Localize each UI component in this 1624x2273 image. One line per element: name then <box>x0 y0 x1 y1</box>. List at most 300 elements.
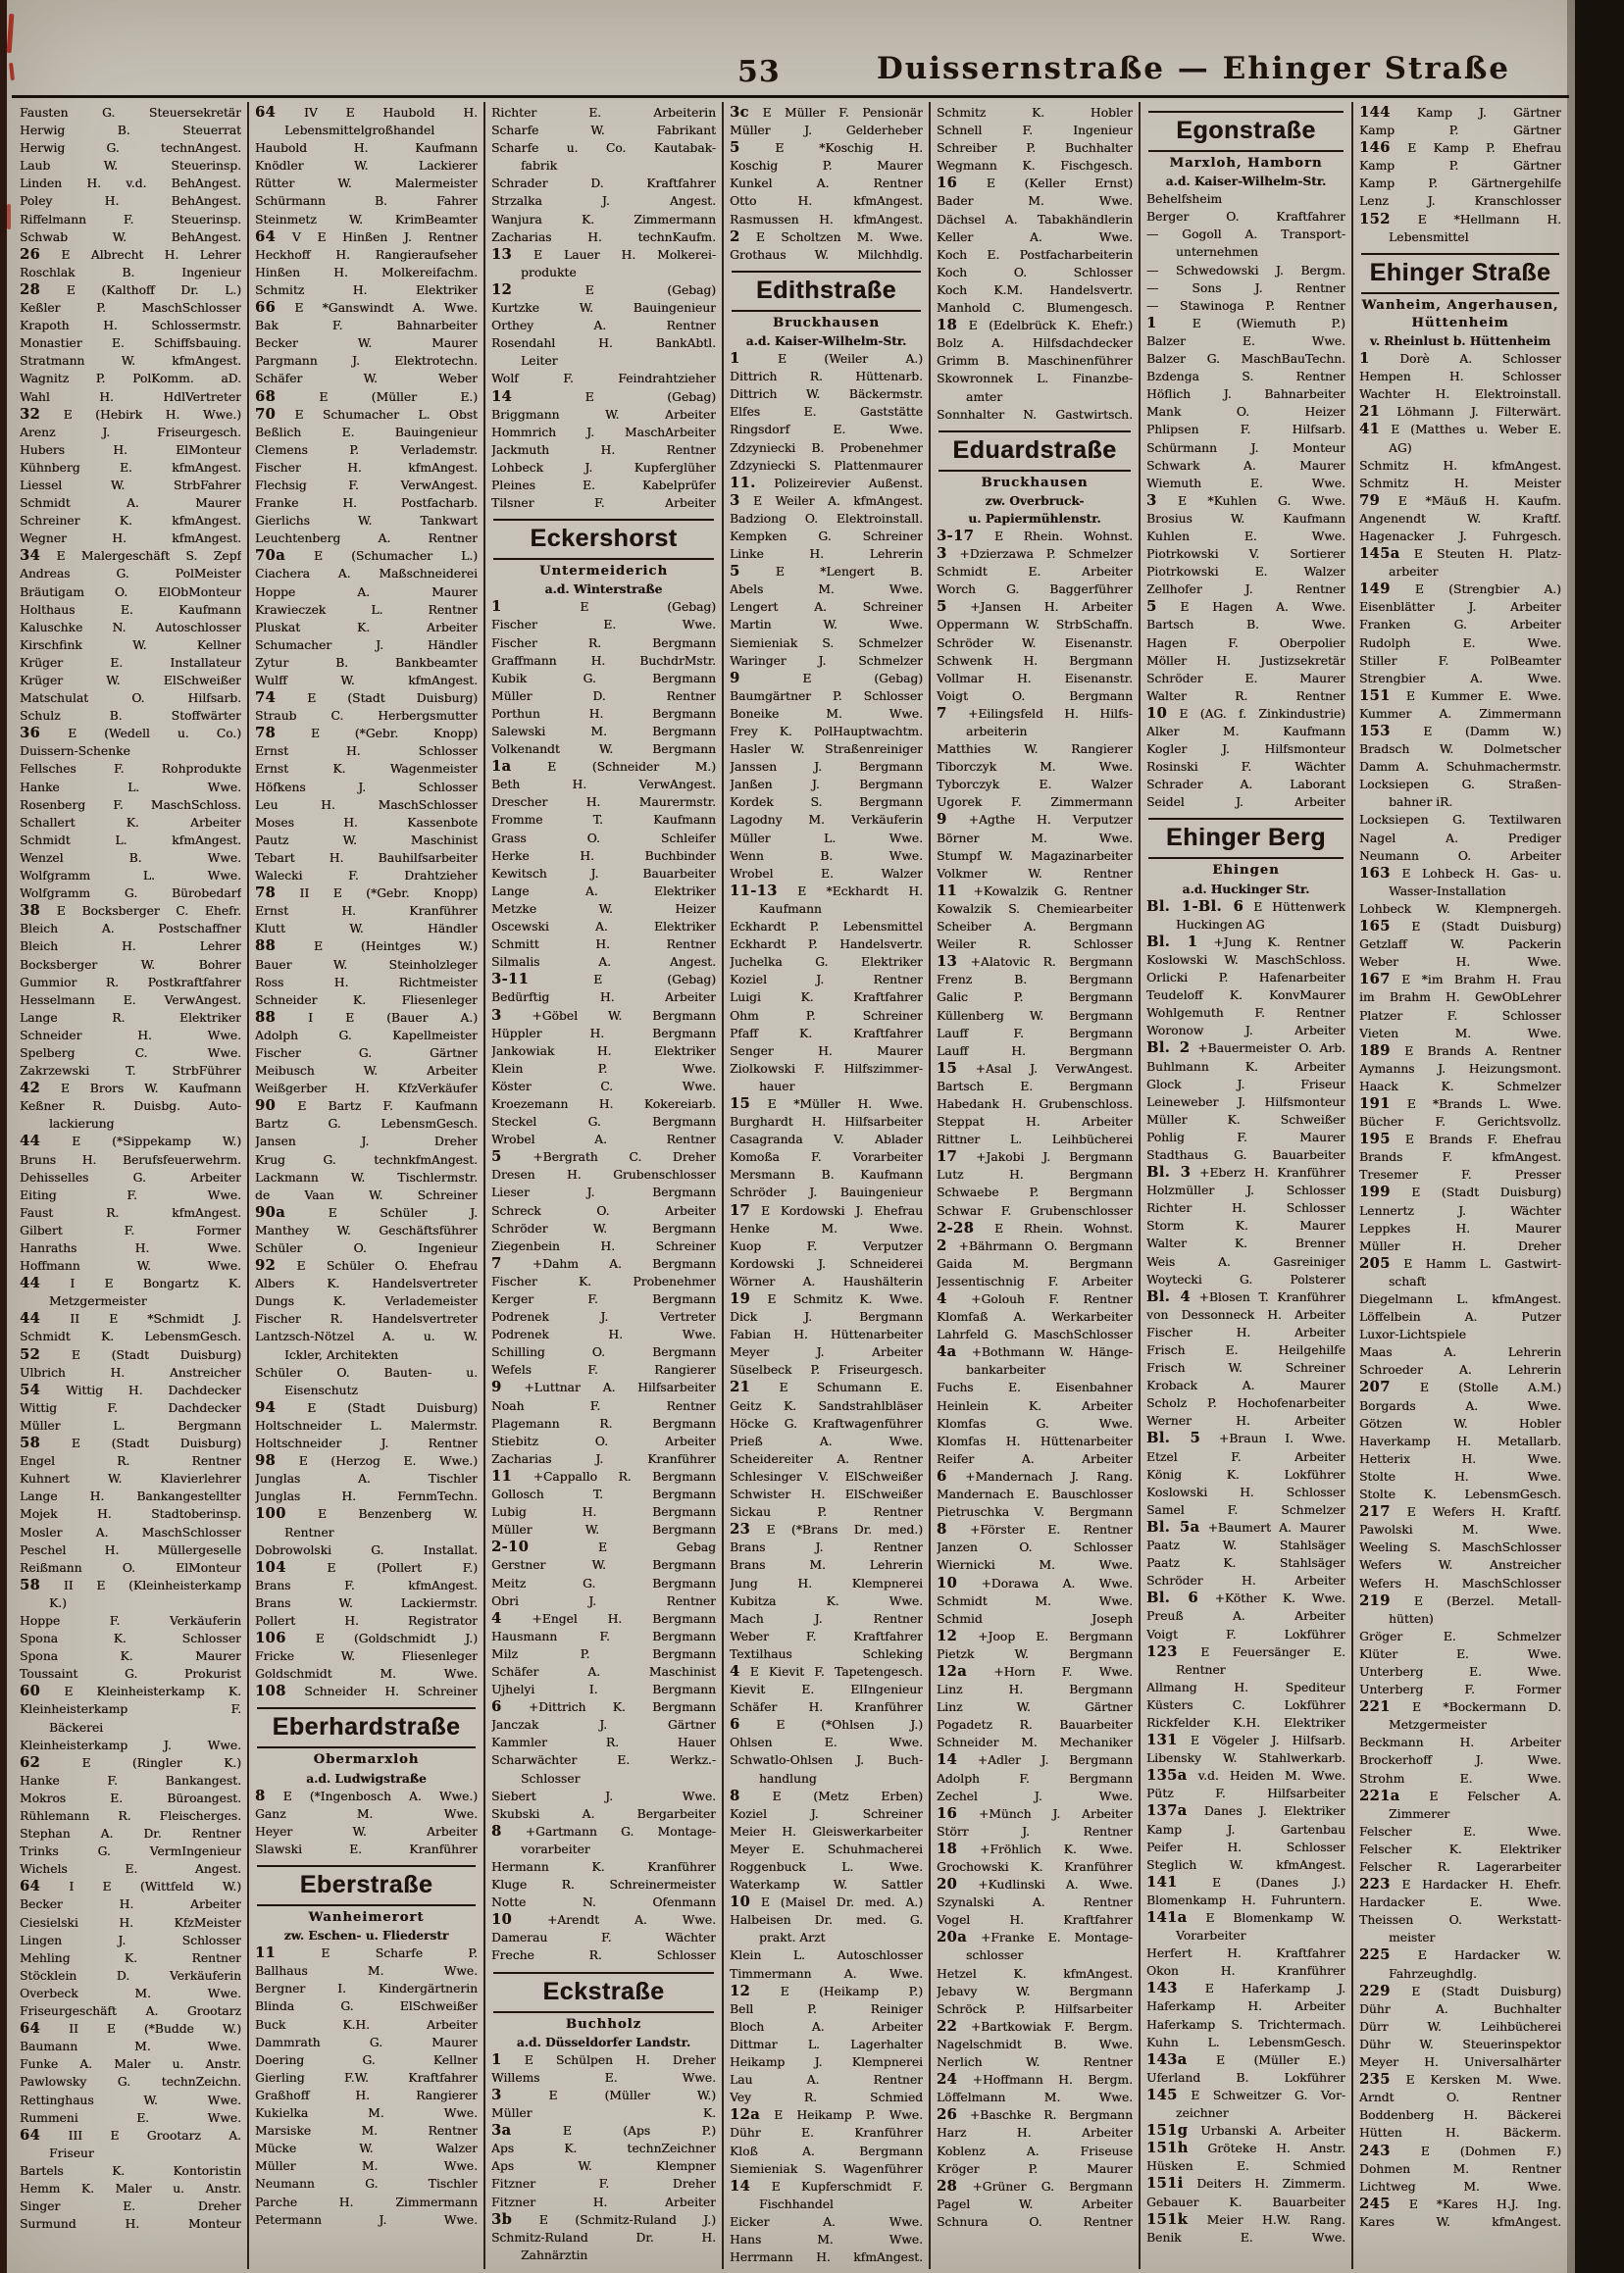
directory-entry: Rosenberg F. MaschSchloss. <box>20 797 241 812</box>
directory-entry: 20 +Kudlinski A. Wwe. <box>937 1876 1133 1894</box>
house-number: 12 <box>730 1982 751 1999</box>
house-number: 79 <box>1359 491 1381 509</box>
directory-entry: Dresen H. Grubenschlosser <box>491 1168 716 1183</box>
directory-entry: Stolte H. Wwe. <box>1359 1469 1561 1484</box>
directory-entry: Börner M. Wwe. <box>937 831 1133 845</box>
directory-entry: — Sons J. Rentner <box>1146 280 1345 295</box>
district-line: Wanheim, Angerhausen, <box>1361 297 1559 313</box>
directory-entry: Klein L. Autoschlosser <box>730 1948 923 1963</box>
directory-entry: Meyer J. Arbeiter <box>730 1345 923 1360</box>
house-number: 137a <box>1146 1802 1188 1820</box>
directory-entry: 44 I E Bongartz K. <box>20 1275 241 1292</box>
directory-column-4 <box>722 102 929 2269</box>
directory-entry: Süselbeck P. Friseurgesch. <box>730 1363 923 1378</box>
directory-entry: Schwark A. Maurer <box>1146 458 1345 473</box>
directory-entry: Paatz W. Stahlsäger <box>1146 1539 1345 1553</box>
directory-entry: Beth H. VerwAngest. <box>491 778 716 792</box>
house-number: 1a <box>491 758 512 776</box>
directory-entry: Rütter W. Malermeister <box>255 177 478 191</box>
directory-entry: Ganz M. Wwe. <box>255 1806 478 1821</box>
directory-entry: Beßlich E. Bauingenieur <box>255 425 478 439</box>
directory-entry: Hans M. Wwe. <box>730 2232 923 2247</box>
street-name: Eckershorst <box>530 525 678 553</box>
house-number: 70a <box>255 547 285 565</box>
directory-entry: Woronow J. Arbeiter <box>1146 1024 1345 1038</box>
directory-entry: 2 +Bährmann O. Bergmann <box>937 1237 1133 1254</box>
directory-entry: Holtschneider L. Malermstr. <box>255 1418 478 1433</box>
directory-entry: Straub C. Herbergsmutter <box>255 709 478 724</box>
directory-entry: 26 E Albrecht H. Lehrer <box>20 245 241 263</box>
directory-entry: Klüter E. Wwe. <box>1359 1646 1561 1661</box>
directory-entry: Gierlichs W. Tankwart <box>255 514 478 529</box>
directory-entry: Otto H. kfmAngest. <box>730 194 923 209</box>
house-number: 146 <box>1359 139 1391 157</box>
directory-entry: Fischer R. Handelsvertreter <box>255 1312 478 1327</box>
directory-entry: Müller M. Wwe. <box>255 2159 478 2174</box>
directory-entry: Oppermann W. StrbSchaffn. <box>937 618 1133 632</box>
directory-entry: Kroback A. Maurer <box>1146 1379 1345 1393</box>
directory-entry: 23 E (*Brans Dr. med.) <box>730 1521 923 1539</box>
directory-entry: Ernst H. Kranführer <box>255 904 478 919</box>
directory-entry: 10 +Arendt A. Wwe. <box>491 1911 716 1929</box>
house-number: 223 <box>1359 1876 1391 1894</box>
directory-entry: Schmitt H. Rentner <box>491 937 716 952</box>
house-number: 26 <box>937 2106 958 2124</box>
directory-entry: Krug G. technkfmAngest. <box>255 1152 478 1167</box>
directory-entry: — Schwedowski J. Bergm. <box>1146 263 1345 278</box>
house-number: 44 <box>20 1133 41 1150</box>
directory-entry: Leuchtenberg A. Rentner <box>255 531 478 546</box>
house-number: 20 <box>937 1876 958 1894</box>
directory-entry: Hagenacker J. Fuhrgesch. <box>1359 529 1561 543</box>
directory-entry: Kleinheisterkamp J. Wwe. <box>20 1738 241 1752</box>
directory-entry: 19 E Schmitz K. Wwe. <box>730 1290 923 1307</box>
directory-entry: Burghardt H. Hilfsarbeiter <box>730 1115 923 1130</box>
district-line: Bruckhausen <box>981 475 1089 490</box>
directory-entry: Leineweber J. Hilfsmonteur <box>1146 1094 1345 1109</box>
house-number: 14 <box>730 2177 751 2195</box>
directory-entry: Küsters C. Lokführer <box>1146 1697 1345 1712</box>
directory-entry: Albers K. Handelsvertreter <box>255 1277 478 1291</box>
directory-entry: Damm A. Schuhmachermstr. <box>1359 760 1561 775</box>
directory-entry: Luigi K. Kraftfahrer <box>730 990 923 1005</box>
directory-entry: Siebert J. Wwe. <box>491 1789 716 1803</box>
house-number: 5 <box>730 139 740 157</box>
directory-entry: 9 +Agthe H. Verputzer <box>937 811 1133 829</box>
directory-entry: 1 Dorè A. Schlosser <box>1359 350 1561 368</box>
directory-entry: Fischer E. Wwe. <box>491 618 716 632</box>
directory-entry: 219 E (Berzel. Metall- <box>1359 1591 1561 1609</box>
directory-entry: 14 +Adler J. Bergmann <box>937 1751 1133 1769</box>
house-number: 4a <box>937 1343 957 1361</box>
house-number: 42 <box>20 1080 41 1097</box>
entry-continuation: fabrik <box>521 159 558 174</box>
entry-continuation: Zahnärztin <box>521 2248 588 2262</box>
directory-entry: Rasmussen H. kfmAngest. <box>730 212 923 227</box>
directory-entry: Trinks G. VermIngenieur <box>20 1844 241 1859</box>
directory-entry: Lengert A. Schreiner <box>730 600 923 615</box>
directory-entry: Meier H. Gleiswerkarbeiter <box>730 1824 923 1839</box>
directory-entry: Tyborczyk E. Walzer <box>937 778 1133 792</box>
directory-entry: 191 E *Brands L. Wwe. <box>1359 1094 1561 1112</box>
directory-entry: Bartsch E. Bergmann <box>937 1079 1133 1093</box>
directory-entry: Haverkamp H. Metallarb. <box>1359 1434 1561 1448</box>
directory-entry: 64 III E Grootarz A. <box>20 2126 241 2144</box>
district-line: Buchholz <box>565 2016 642 2032</box>
directory-entry: 12 E (Gebag) <box>491 280 716 298</box>
house-number: 88 <box>255 937 277 955</box>
directory-entry: 217 E Wefers H. Kraftf. <box>1359 1503 1561 1521</box>
house-number: 3 <box>491 1006 502 1024</box>
entry-continuation: Fahrzeughdlg. <box>1389 1966 1477 1981</box>
directory-entry: Pawolski M. Wwe. <box>1359 1523 1561 1538</box>
directory-entry: Zdzyniecki B. Probenehmer <box>730 440 923 455</box>
directory-entry: 21 Löhmann J. Filterwärt. <box>1359 403 1561 421</box>
directory-entry: Brans M. Lehrerin <box>730 1558 923 1573</box>
house-number: 52 <box>20 1345 41 1363</box>
directory-entry: Senger H. Maurer <box>730 1043 923 1058</box>
directory-entry: Lenz J. Kranschlosser <box>1359 194 1561 209</box>
street-name: Edithstraße <box>755 276 897 304</box>
directory-entry: Pautz W. Maschinist <box>255 833 478 847</box>
house-number: 94 <box>255 1398 277 1416</box>
directory-entry: Lau A. Rentner <box>730 2073 923 2088</box>
directory-entry: Haack K. Schmelzer <box>1359 1079 1561 1093</box>
directory-entry: Wahl H. HdlVertreter <box>20 389 241 404</box>
directory-entry: Pawlowsky G. technZeichn. <box>20 2075 241 2090</box>
street-header <box>939 430 1131 472</box>
directory-entry: 1 E Schülpen H. Dreher <box>491 2050 716 2068</box>
directory-entry: Meyer H. Universalhärter <box>1359 2055 1561 2070</box>
house-number: 64 <box>20 2126 41 2144</box>
directory-entry: 235 E Kersken M. Wwe. <box>1359 2071 1561 2089</box>
directory-entry: Holthaus E. Kaufmann <box>20 602 241 617</box>
house-number: Bl. 6 <box>1146 1590 1198 1607</box>
directory-entry: 195 E Brands F. Ehefrau <box>1359 1131 1561 1148</box>
house-number: 165 <box>1359 918 1391 935</box>
directory-entry: Metzke W. Heizer <box>491 901 716 916</box>
directory-entry: Riffelmann F. Steuerinsp. <box>20 212 241 227</box>
directory-entry: Leu H. MaschSchlosser <box>255 797 478 812</box>
house-number: 3 <box>491 2086 502 2103</box>
directory-entry: Pogadetz R. Bauarbeiter <box>937 1718 1133 1733</box>
location-line: zw. Eschen- u. Fliederstr <box>283 1929 449 1944</box>
house-number: Bl. 5 <box>1146 1430 1201 1447</box>
house-number: 6 <box>491 1698 502 1716</box>
directory-entry: Unterberg F. Former <box>1359 1683 1561 1697</box>
house-number: 6 <box>730 1716 740 1734</box>
house-number: 153 <box>1359 723 1391 739</box>
directory-entry: Stöcklein D. Verkäuferin <box>20 1968 241 1983</box>
directory-entry: Becker H. Arbeiter <box>20 1897 241 1912</box>
directory-column-5 <box>929 102 1139 2269</box>
directory-entry: Beckmann H. Arbeiter <box>1359 1736 1561 1750</box>
directory-entry: Kröger P. Maurer <box>937 2161 1133 2176</box>
directory-entry: Juchelka G. Elektriker <box>730 955 923 970</box>
house-number: 221 <box>1359 1698 1391 1716</box>
directory-entry: Müller K. Schweißer <box>1146 1112 1345 1127</box>
location-line: a.d. Düsseldorfer Landstr. <box>516 2035 691 2049</box>
directory-entry: 5 E *Koschig H. <box>730 139 923 157</box>
directory-entry: Bl. 5a +Baumert A. Maurer <box>1146 1518 1345 1536</box>
directory-entry: 26 +Baschke R. Bergmann <box>937 2106 1133 2124</box>
directory-entry: Schürmann B. Fahrer <box>255 194 478 209</box>
directory-entry: Küllenberg W. Bergmann <box>937 1008 1133 1023</box>
directory-entry: Dittmar L. Lagerhalter <box>730 2037 923 2051</box>
house-number: 90a <box>255 1203 285 1221</box>
entry-continuation: unternehmen <box>1176 245 1258 260</box>
directory-entry: Knödler W. Lackierer <box>255 159 478 174</box>
directory-entry: Borgards A. Wwe. <box>1359 1398 1561 1413</box>
directory-column-1 <box>14 102 247 2269</box>
directory-entry: Schüler O. Bauten- u. <box>255 1365 478 1380</box>
directory-entry: Koch E. Postfacharbeiterin <box>937 247 1133 262</box>
directory-entry: Tresemer F. Presser <box>1359 1168 1561 1183</box>
directory-entry: 151k Meier H.W. Rang. <box>1146 2210 1345 2228</box>
directory-entry: Zechel J. Wwe. <box>937 1789 1133 1803</box>
house-number: 3c <box>730 104 749 121</box>
directory-entry: Schneider H. Wwe. <box>20 1028 241 1042</box>
directory-entry: Parche H. Zimmermann <box>255 2195 478 2209</box>
directory-entry: Salewski M. Bergmann <box>491 725 716 738</box>
directory-entry: Wolf F. Feindrahtzieher <box>491 372 716 386</box>
directory-entry: Kloß A. Bergmann <box>730 2144 923 2158</box>
directory-entry: Bruns H. Berufsfeuerwehrm. <box>20 1152 241 1167</box>
house-number: 14 <box>491 387 513 405</box>
directory-entry: Spelberg C. Wwe. <box>20 1045 241 1060</box>
directory-entry: Worch G. Baggerführer <box>937 582 1133 597</box>
directory-entry: 94 E (Stadt Duisburg) <box>255 1398 478 1416</box>
directory-entry: Paatz K. Stahlsäger <box>1146 1556 1345 1571</box>
location-line: a.d. Kaiser-Wilhelm-Str. <box>1165 175 1327 189</box>
directory-entry: 5 E *Lengert B. <box>730 563 923 581</box>
directory-entry: 145 E Schweitzer G. Vor- <box>1146 2086 1345 2103</box>
directory-entry: 52 E (Stadt Duisburg) <box>20 1345 241 1363</box>
directory-entry: Peifer H. Schlosser <box>1146 1840 1345 1854</box>
directory-entry: Strohm E. Wwe. <box>1359 1771 1561 1786</box>
entry-continuation: Lebensmittelgroßhandel <box>284 124 435 138</box>
directory-entry: Jackmuth H. Rentner <box>491 442 716 457</box>
house-number: 3a <box>491 2122 512 2140</box>
directory-entry: 15 +Asal J. VerwAngest. <box>937 1059 1133 1077</box>
directory-entry: Janzen O. Schlosser <box>937 1541 1133 1555</box>
house-number: 32 <box>20 405 41 423</box>
directory-entry: Mokros E. Büroangest. <box>20 1791 241 1805</box>
directory-entry: Hermann K. Kranführer <box>491 1860 716 1874</box>
directory-entry: Sonnhalter N. Gastwirtsch. <box>937 407 1133 422</box>
directory-entry: Lutz H. Bergmann <box>937 1168 1133 1183</box>
directory-entry: Schwatlo-Ohlsen J. Buch- <box>730 1753 923 1768</box>
directory-entry: 11 E Scharfe P. <box>255 1945 478 1962</box>
directory-entry: Höcke G. Kraftwagenführer <box>730 1416 923 1431</box>
house-number: 74 <box>255 689 277 707</box>
directory-entry: Bartz G. LebensmGesch. <box>255 1117 478 1132</box>
directory-entry: Schmidt A. Maurer <box>20 496 241 511</box>
directory-entry: 3c E Müller F. Pensionär <box>730 104 923 121</box>
directory-entry: Hanraths H. Wwe. <box>20 1241 241 1255</box>
house-number: 58 <box>20 1576 41 1593</box>
directory-entry: Baumann M. Wwe. <box>20 2040 241 2054</box>
directory-entry: Hommrich J. MaschArbeiter <box>491 425 716 439</box>
entry-continuation: Ickler, Architekten <box>284 1347 399 1362</box>
directory-entry: 66 E *Ganswindt A. Wwe. <box>255 299 478 317</box>
house-number: 2 <box>937 1237 947 1254</box>
directory-entry: 153 E (Damm W.) <box>1359 723 1561 739</box>
directory-entry: Koblenz A. Friseuse <box>937 2144 1133 2158</box>
directory-entry: Ernst H. Schlosser <box>255 744 478 759</box>
directory-entry: 1 E (Gebag) <box>491 598 716 616</box>
directory-entry: 7 +Dahm A. Bergmann <box>491 1254 716 1272</box>
directory-entry: Götzen W. Hobler <box>1359 1416 1561 1431</box>
directory-entry: Brans F. kfmAngest. <box>255 1578 478 1592</box>
directory-entry: Schmidt M. Wwe. <box>937 1593 1133 1608</box>
directory-entry: Wrobel A. Rentner <box>491 1133 716 1147</box>
house-number: 15 <box>937 1059 958 1077</box>
directory-entry: Pohlig F. Maurer <box>1146 1130 1345 1144</box>
directory-entry: Podrenek H. Wwe. <box>491 1328 716 1342</box>
directory-entry: 1 E (Weiler A.) <box>730 350 923 368</box>
house-number: 1 <box>491 2050 502 2068</box>
directory-entry: Krawieczek L. Rentner <box>255 602 478 617</box>
directory-entry: Bleich A. Postschaffner <box>20 922 241 936</box>
directory-entry: Kamp P. Gärtnergehilfe <box>1359 177 1561 191</box>
directory-entry: 78 E (*Gebr. Knopp) <box>255 725 478 742</box>
house-number: 243 <box>1359 2142 1391 2159</box>
directory-entry: Eckhardt P. Lebensmittel <box>730 920 923 934</box>
directory-entry: Lange A. Elektriker <box>491 884 716 898</box>
directory-entry: Bl. 4 +Blosen T. Kranführer <box>1146 1288 1345 1305</box>
directory-entry: Fellsches F. Rohprodukte <box>20 762 241 777</box>
directory-entry: Mank O. Heizer <box>1146 405 1345 420</box>
directory-entry: Kukielka M. Wwe. <box>255 2106 478 2121</box>
house-number: 58 <box>20 1435 41 1452</box>
entry-continuation: arbeiterin <box>966 725 1028 738</box>
directory-entry: Maas A. Lehrerin <box>1359 1345 1561 1360</box>
directory-entry: Libensky W. Stahlwerkarb. <box>1146 1751 1345 1766</box>
directory-entry: Flechsig F. VerwAngest. <box>255 478 478 492</box>
directory-entry: 90a E Schüler J. <box>255 1203 478 1221</box>
location-line: a.d. Winterstraße <box>544 582 663 597</box>
house-number: 12a <box>730 2106 760 2124</box>
directory-entry: Aps K. technZeichner <box>491 2142 716 2156</box>
directory-entry: Schwab W. BehAngest. <box>20 229 241 244</box>
directory-entry: Stolte K. LebensmGesch. <box>1359 1488 1561 1502</box>
directory-entry: Franke H. Postfacharb. <box>255 496 478 511</box>
directory-entry: Wanjura K. Zimmermann <box>491 212 716 227</box>
directory-entry: Stumpf W. Magazinarbeiter <box>937 848 1133 863</box>
directory-entry: 34 E Malergeschäft S. Zepf <box>20 547 241 565</box>
directory-entry: 163 E Lohbeck H. Gas- u. <box>1359 864 1561 882</box>
house-number: 4 <box>491 1609 502 1627</box>
directory-entry: Schallert K. Arbeiter <box>20 815 241 830</box>
directory-entry: Scholz P. Hochofenarbeiter <box>1146 1396 1345 1411</box>
house-number: 2 <box>730 227 740 245</box>
house-number: 199 <box>1359 1184 1391 1201</box>
house-number: 151i <box>1146 2175 1184 2193</box>
house-number: 10 <box>937 1574 958 1591</box>
directory-entry: Noah F. Rentner <box>491 1398 716 1413</box>
house-number: 10 <box>730 1894 751 1911</box>
directory-entry: Schreck O. Arbeiter <box>491 1203 716 1218</box>
directory-entry: 205 E Hamm L. Gastwirt- <box>1359 1254 1561 1272</box>
directory-entry: Haferkamp H. Arbeiter <box>1146 1999 1345 2014</box>
directory-entry: Arndt O. Rentner <box>1359 2091 1561 2105</box>
directory-entry: Brans J. Rentner <box>730 1541 923 1555</box>
directory-entry: Schneider M. Mechaniker <box>937 1736 1133 1750</box>
street-header <box>493 1972 714 2013</box>
house-number: 152 <box>1359 210 1391 227</box>
directory-entry: Ballhaus M. Wwe. <box>255 1964 478 1979</box>
house-number: 6 <box>937 1467 947 1485</box>
directory-entry: Liessel W. StrbFahrer <box>20 478 241 492</box>
directory-entry: Hemm K. Maler u. Anstr. <box>20 2181 241 2196</box>
directory-entry: Jessentischnig F. Arbeiter <box>937 1274 1133 1288</box>
house-number: 64 <box>255 104 277 121</box>
house-number: 16 <box>937 175 958 192</box>
location-line: a.d. Huckinger Str. <box>1182 882 1310 896</box>
directory-entry: Schröder H. Arbeiter <box>1146 1574 1345 1589</box>
entry-continuation: hauer <box>759 1079 795 1093</box>
directory-entry: Bartels K. Kontoristin <box>20 2163 241 2178</box>
street-header <box>257 1707 476 1748</box>
directory-entry: Steppat H. Arbeiter <box>937 1115 1133 1130</box>
entry-continuation: Rentner <box>1176 1662 1226 1677</box>
directory-entry: Frisch W. Schreiner <box>1146 1361 1345 1376</box>
directory-entry: Pfaff K. Kraftfahrer <box>730 1026 923 1040</box>
directory-entry: Aps W. Klempner <box>491 2159 716 2174</box>
house-number: 221a <box>1359 1787 1400 1804</box>
directory-entry: Schlesinger V. ElSchweißer <box>730 1469 923 1484</box>
directory-entry: Manhold C. Blumengesch. <box>937 301 1133 316</box>
directory-entry: 5 +Bergrath C. Dreher <box>491 1148 716 1166</box>
house-number: 66 <box>255 299 277 317</box>
house-number: Bl. 2 <box>1146 1039 1191 1057</box>
directory-entry: Szynalski A. Rentner <box>937 1895 1133 1910</box>
directory-entry: 18 E (Edelbrück K. Ehefr.) <box>937 317 1133 334</box>
directory-entry: Schäfer H. Kranführer <box>730 1700 923 1715</box>
directory-entry: 79 E *Mäuß H. Kaufm. <box>1359 491 1561 509</box>
directory-entry: Badziong O. Elektroinstall. <box>730 511 923 526</box>
house-number: 145 <box>1146 2086 1178 2103</box>
directory-entry: 3 E Weiler A. kfmAngest. <box>730 491 923 509</box>
directory-entry: Vieten M. Wwe. <box>1359 1026 1561 1040</box>
directory-entry: Textilhaus Schleking <box>730 1646 923 1661</box>
directory-entry: Hüppler H. Bergmann <box>491 1026 716 1040</box>
directory-entry: Mojek H. Stadtoberinsp. <box>20 1507 241 1522</box>
directory-entry: Schroeder A. Lehrerin <box>1359 1363 1561 1378</box>
directory-entry: 5 +Jansen H. Arbeiter <box>937 598 1133 616</box>
house-number: 12a <box>937 1662 967 1680</box>
directory-entry: Abels M. Wwe. <box>730 582 923 597</box>
directory-entry: Schmidt L. kfmAngest. <box>20 833 241 847</box>
directory-entry: 221a E Felscher A. <box>1359 1787 1561 1804</box>
directory-entry: Drescher H. Maurermstr. <box>491 795 716 810</box>
directory-entry: Pietzk W. Bergmann <box>937 1646 1133 1661</box>
directory-entry: Pütz F. Hilfsarbeiter <box>1146 1787 1345 1801</box>
house-number: 9 <box>730 669 740 686</box>
directory-entry: Wagnitz P. PolKomm. aD. <box>20 372 241 386</box>
directory-entry: Bl. 3 +Eberz H. Kranführer <box>1146 1164 1345 1182</box>
directory-entry: Platzer F. Schlosser <box>1359 1008 1561 1023</box>
directory-entry: 143 E Haferkamp J. <box>1146 1980 1345 1997</box>
house-number: 15 <box>730 1094 751 1112</box>
directory-entry: 64 I E (Wittfeld W.) <box>20 1878 241 1895</box>
directory-entry: Herwig G. technAngest. <box>20 141 241 156</box>
directory-entry: Silmalis A. Angest. <box>491 955 716 970</box>
directory-entry: Bloch A. Arbeiter <box>730 2019 923 2034</box>
directory-entry: Gebauer K. Bauarbeiter <box>1146 2195 1345 2209</box>
directory-entry: Locksiepen G. Textilwaren <box>1359 813 1561 828</box>
